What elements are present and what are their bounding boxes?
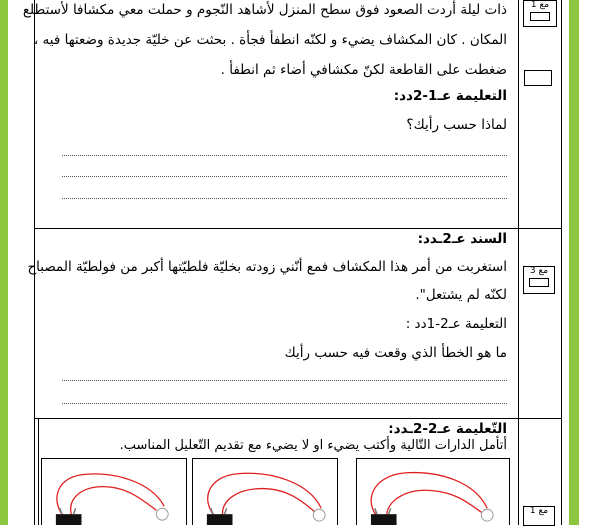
score-box[interactable]	[529, 278, 549, 287]
right-green-border	[569, 0, 579, 525]
mark-box-section1	[523, 0, 557, 27]
question-text: ما هو الخطأ الذي وقعت فيه حسب رأيك	[284, 345, 507, 361]
circuit-battery-icon	[56, 514, 82, 525]
mark-box-section3	[523, 506, 555, 526]
mark-box-section2	[523, 266, 555, 294]
circuit-bulb-icon	[156, 508, 168, 520]
paragraph-line: ذات ليلة أردت الصعود فوق سطح المنزل لأشاهد النّجوم و حملت معي مكشافا لأستطلع	[22, 2, 507, 18]
paragraph-line: ضغطت على القاطعة لكنّ مكشافي أضاء ثم انطفأ .	[220, 62, 507, 78]
answer-line[interactable]	[62, 403, 507, 404]
mark-label: مع 3	[529, 266, 549, 276]
instruction-title: التعليمة عـ2-1دد :	[405, 316, 507, 332]
question-text: لماذا حسب رأيك؟	[406, 117, 507, 133]
circuit-battery-icon	[371, 514, 397, 525]
circuit-diagram-1	[41, 458, 187, 525]
answer-line[interactable]	[62, 198, 507, 199]
answer-line[interactable]	[62, 380, 507, 381]
marks-column-divider	[518, 0, 519, 228]
marks-column-divider	[518, 228, 519, 418]
circuit-bulb-icon	[481, 509, 493, 521]
answer-line[interactable]	[62, 176, 507, 177]
score-box[interactable]	[530, 12, 550, 21]
paragraph-line: لكنّه لم يشتعل".	[415, 287, 507, 303]
circuit-diagram-2	[192, 458, 338, 525]
instruction-title: التّعليمة عـ2-2ـدد:	[388, 421, 507, 437]
section-separator	[34, 228, 562, 229]
circuit-drawing	[193, 459, 337, 525]
mark-label: مع 1	[529, 506, 549, 516]
circuit-drawing	[357, 459, 509, 525]
circuit-drawing	[42, 459, 186, 525]
mark-label: مع 1	[530, 0, 550, 10]
paragraph-line: استغربت من أمر هذا المكشاف فمع أنّني زودته بخليّة فلطيّتها أكبر من فولطيّة المصباح	[27, 259, 507, 275]
instruction-text: أتأمل الدارات التّالية وأكتب يضيء او لا يضيء مع تقديم التّعليل المناسب.	[119, 438, 507, 453]
left-green-border	[0, 0, 8, 525]
answer-line[interactable]	[62, 155, 507, 156]
paragraph-line: المكان . كان المكشاف يضيء و لكنّه انطفأ فجأة . بحثت عن خليّة جديدة وضعتها فيه ،	[33, 32, 507, 48]
circuit-diagram-3	[356, 458, 510, 525]
section-title: السند عـ2ـدد:	[417, 231, 507, 247]
score-box-empty[interactable]	[524, 70, 552, 86]
circuit-bulb-icon	[313, 509, 325, 521]
circuit-battery-icon	[207, 514, 233, 525]
instruction-title: التعليمة عـ1-2دد:	[393, 88, 507, 104]
